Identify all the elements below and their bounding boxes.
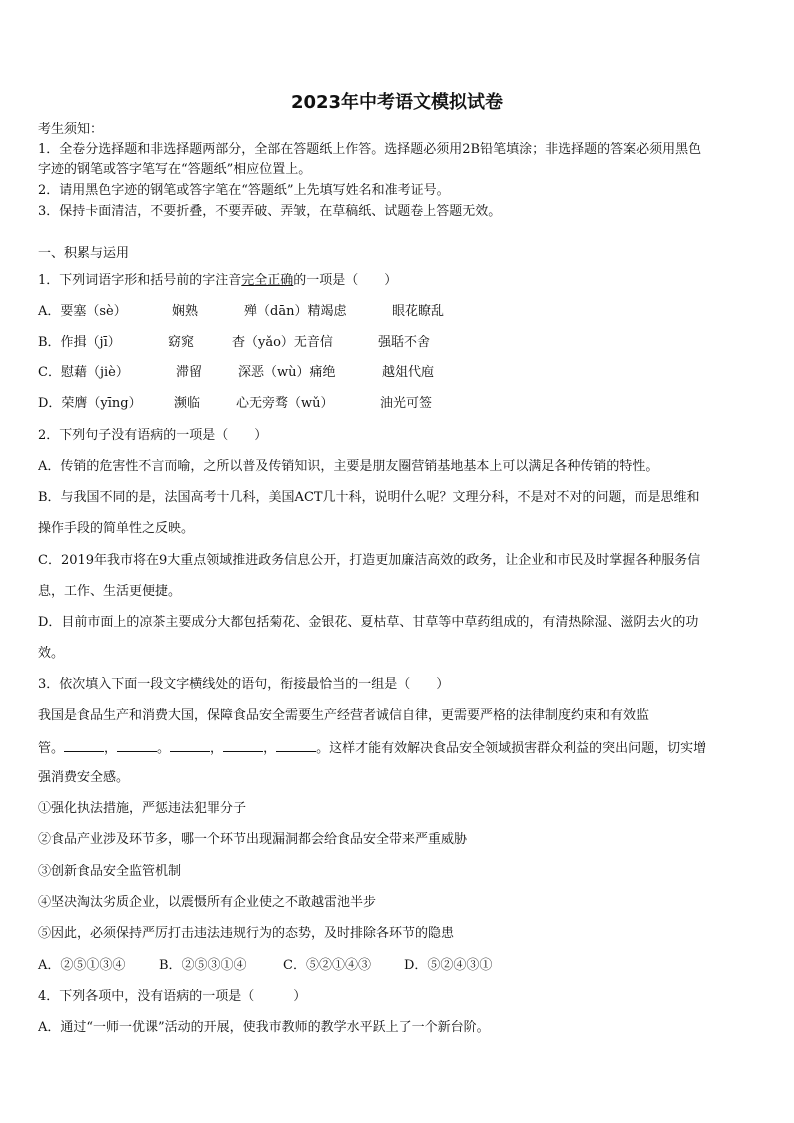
- q3-passage-line: 我国是食品生产和消费大国，保障食品安全需要生产经营者诚信自律，更需要严格的法律制度约束和有效监: [38, 708, 650, 723]
- passage-text: 管。: [38, 741, 65, 756]
- q1-option-b-word2: 窈窕: [168, 335, 195, 350]
- passage-text: 这样才能有效解决食品安全领域损害群众利益的突出问题，切实增: [329, 741, 707, 756]
- blank-separator: ，: [210, 741, 224, 756]
- q4-option-a: A．通过“一师一优课”活动的开展，使我市教师的教学水平跃上了一个新台阶。: [38, 1020, 490, 1035]
- question-2-stem: 2．下列句子没有语病的一项是（ ）: [38, 428, 268, 443]
- q1-option-a-word1: A．要塞（sè）: [38, 304, 127, 319]
- q1-option-d-word1: D．荣膺（yīng）: [38, 396, 142, 411]
- q2-option-text: 息，工作、生活更便捷。: [38, 584, 182, 599]
- notice-line: 2．请用黑色字迹的钢笔或答字笔在“答题纸”上先填写姓名和准考证号。: [38, 183, 450, 198]
- q1-option-c-word4: 越俎代庖: [382, 365, 435, 380]
- q1-option-c-word3: 深恶（wù）痛绝: [238, 365, 336, 380]
- q3-statement: ③创新食品安全监管机制: [38, 864, 182, 879]
- stem-emphasis: 完全正确: [241, 273, 294, 288]
- q2-option-text: C．2019年我市将在9大重点领域推进政务信息公开，打造更加廉洁高效的政务，让企业和市民及时掌握各种服务信: [38, 553, 701, 568]
- question-3-stem: 3．依次填入下面一段文字横线处的语句，衔接最恰当的一组是（ ）: [38, 677, 450, 692]
- q3-choice-c: C．⑤②①④③: [283, 958, 371, 973]
- q1-option-c-word2: 滞留: [176, 365, 203, 380]
- q1-option-b-word1: B．作揖（jī）: [38, 335, 121, 350]
- blank-separator: ，: [104, 741, 118, 756]
- notice-heading: 考生须知：: [38, 122, 104, 137]
- question-4-stem: 4．下列各项中，没有语病的一项是（ ）: [38, 989, 307, 1004]
- q2-option-text: B．与我国不同的是，法国高考十几科，美国ACT几十科，说明什么呢？文理分科，不是对不对的问题，而是思维和: [38, 490, 700, 505]
- stem-text: 1．下列词语字形和括号前的字注音: [38, 273, 242, 288]
- q1-option-a-word4: 眼花瞭乱: [392, 304, 445, 319]
- q3-passage-line: 强消费安全感。: [38, 770, 130, 785]
- q3-choice-a: A．②⑤①③④: [38, 958, 126, 973]
- q3-statement: ①强化执法措施，严惩违法犯罪分子: [38, 801, 247, 816]
- q1-option-b-word4: 强聒不舍: [378, 335, 431, 350]
- blank-separator: ，: [263, 741, 277, 756]
- notice-line: 字迹的钢笔或答字笔写在“答题纸”相应位置上。: [38, 162, 312, 177]
- q2-option-text: D．目前市面上的凉茶主要成分大都包括菊花、金银花、夏枯草、甘草等中草药组成的，有清热除湿、滋阴去火的功: [38, 615, 699, 630]
- q1-option-a-word2: 娴熟: [172, 304, 199, 319]
- notice-line: 3．保持卡面清洁，不要折叠，不要弄破、弄皱，在草稿纸、试题卷上答题无效。: [38, 204, 502, 219]
- answer-blank: [170, 739, 210, 752]
- q2-option-text: 操作手段的简单性之反映。: [38, 521, 195, 536]
- q1-option-d-word4: 油光可签: [380, 396, 433, 411]
- q3-statement: ②食品产业涉及环节多，哪一个环节出现漏洞都会给食品安全带来严重威胁: [38, 832, 468, 847]
- blank-separator: 。: [157, 741, 171, 756]
- q2-option-text: 效。: [38, 646, 65, 661]
- q1-option-d-word2: 濒临: [174, 396, 201, 411]
- q1-option-b-word3: 杳（yǎo）无音信: [232, 335, 333, 350]
- q1-option-c-word1: C．慰藉（jiè）: [38, 365, 129, 380]
- notice-line: 1．全卷分选择题和非选择题两部分，全部在答题纸上作答。选择题必须用2B铅笔填涂；非选择题的答案必须用黑色: [38, 142, 702, 157]
- question-1-stem: [38, 273, 756, 289]
- q3-choice-b: B．②⑤③①④: [159, 958, 247, 973]
- q3-statement: ⑤因此，必须保持严厉打击违法违规行为的态势，及时排除各环节的隐患: [38, 926, 455, 941]
- answer-blank: [117, 739, 157, 752]
- blank-separator: 。: [316, 741, 330, 756]
- answer-blank: [223, 739, 263, 752]
- stem-text: 的一项是（ ）: [293, 273, 398, 288]
- q3-passage-line: [38, 739, 756, 757]
- q1-option-a-word3: 殚（dān）精竭虑: [244, 304, 347, 319]
- q2-option-text: A．传销的危害性不言而喻，之所以普及传销知识，主要是朋友圈营销基地基本上可以满足各种传销的特性。: [38, 459, 659, 474]
- answer-blank: [276, 739, 316, 752]
- q3-statement: ④坚决淘汰劣质企业，以震慑所有企业使之不敢越雷池半步: [38, 895, 377, 910]
- page-title: 2023年中考语文模拟试卷: [290, 92, 504, 113]
- answer-blank: [64, 739, 104, 752]
- q3-choice-d: D．⑤②④③①: [404, 958, 493, 973]
- q1-option-d-word3: 心无旁骛（wǔ）: [236, 396, 334, 411]
- section-heading: 一、积累与运用: [38, 246, 130, 261]
